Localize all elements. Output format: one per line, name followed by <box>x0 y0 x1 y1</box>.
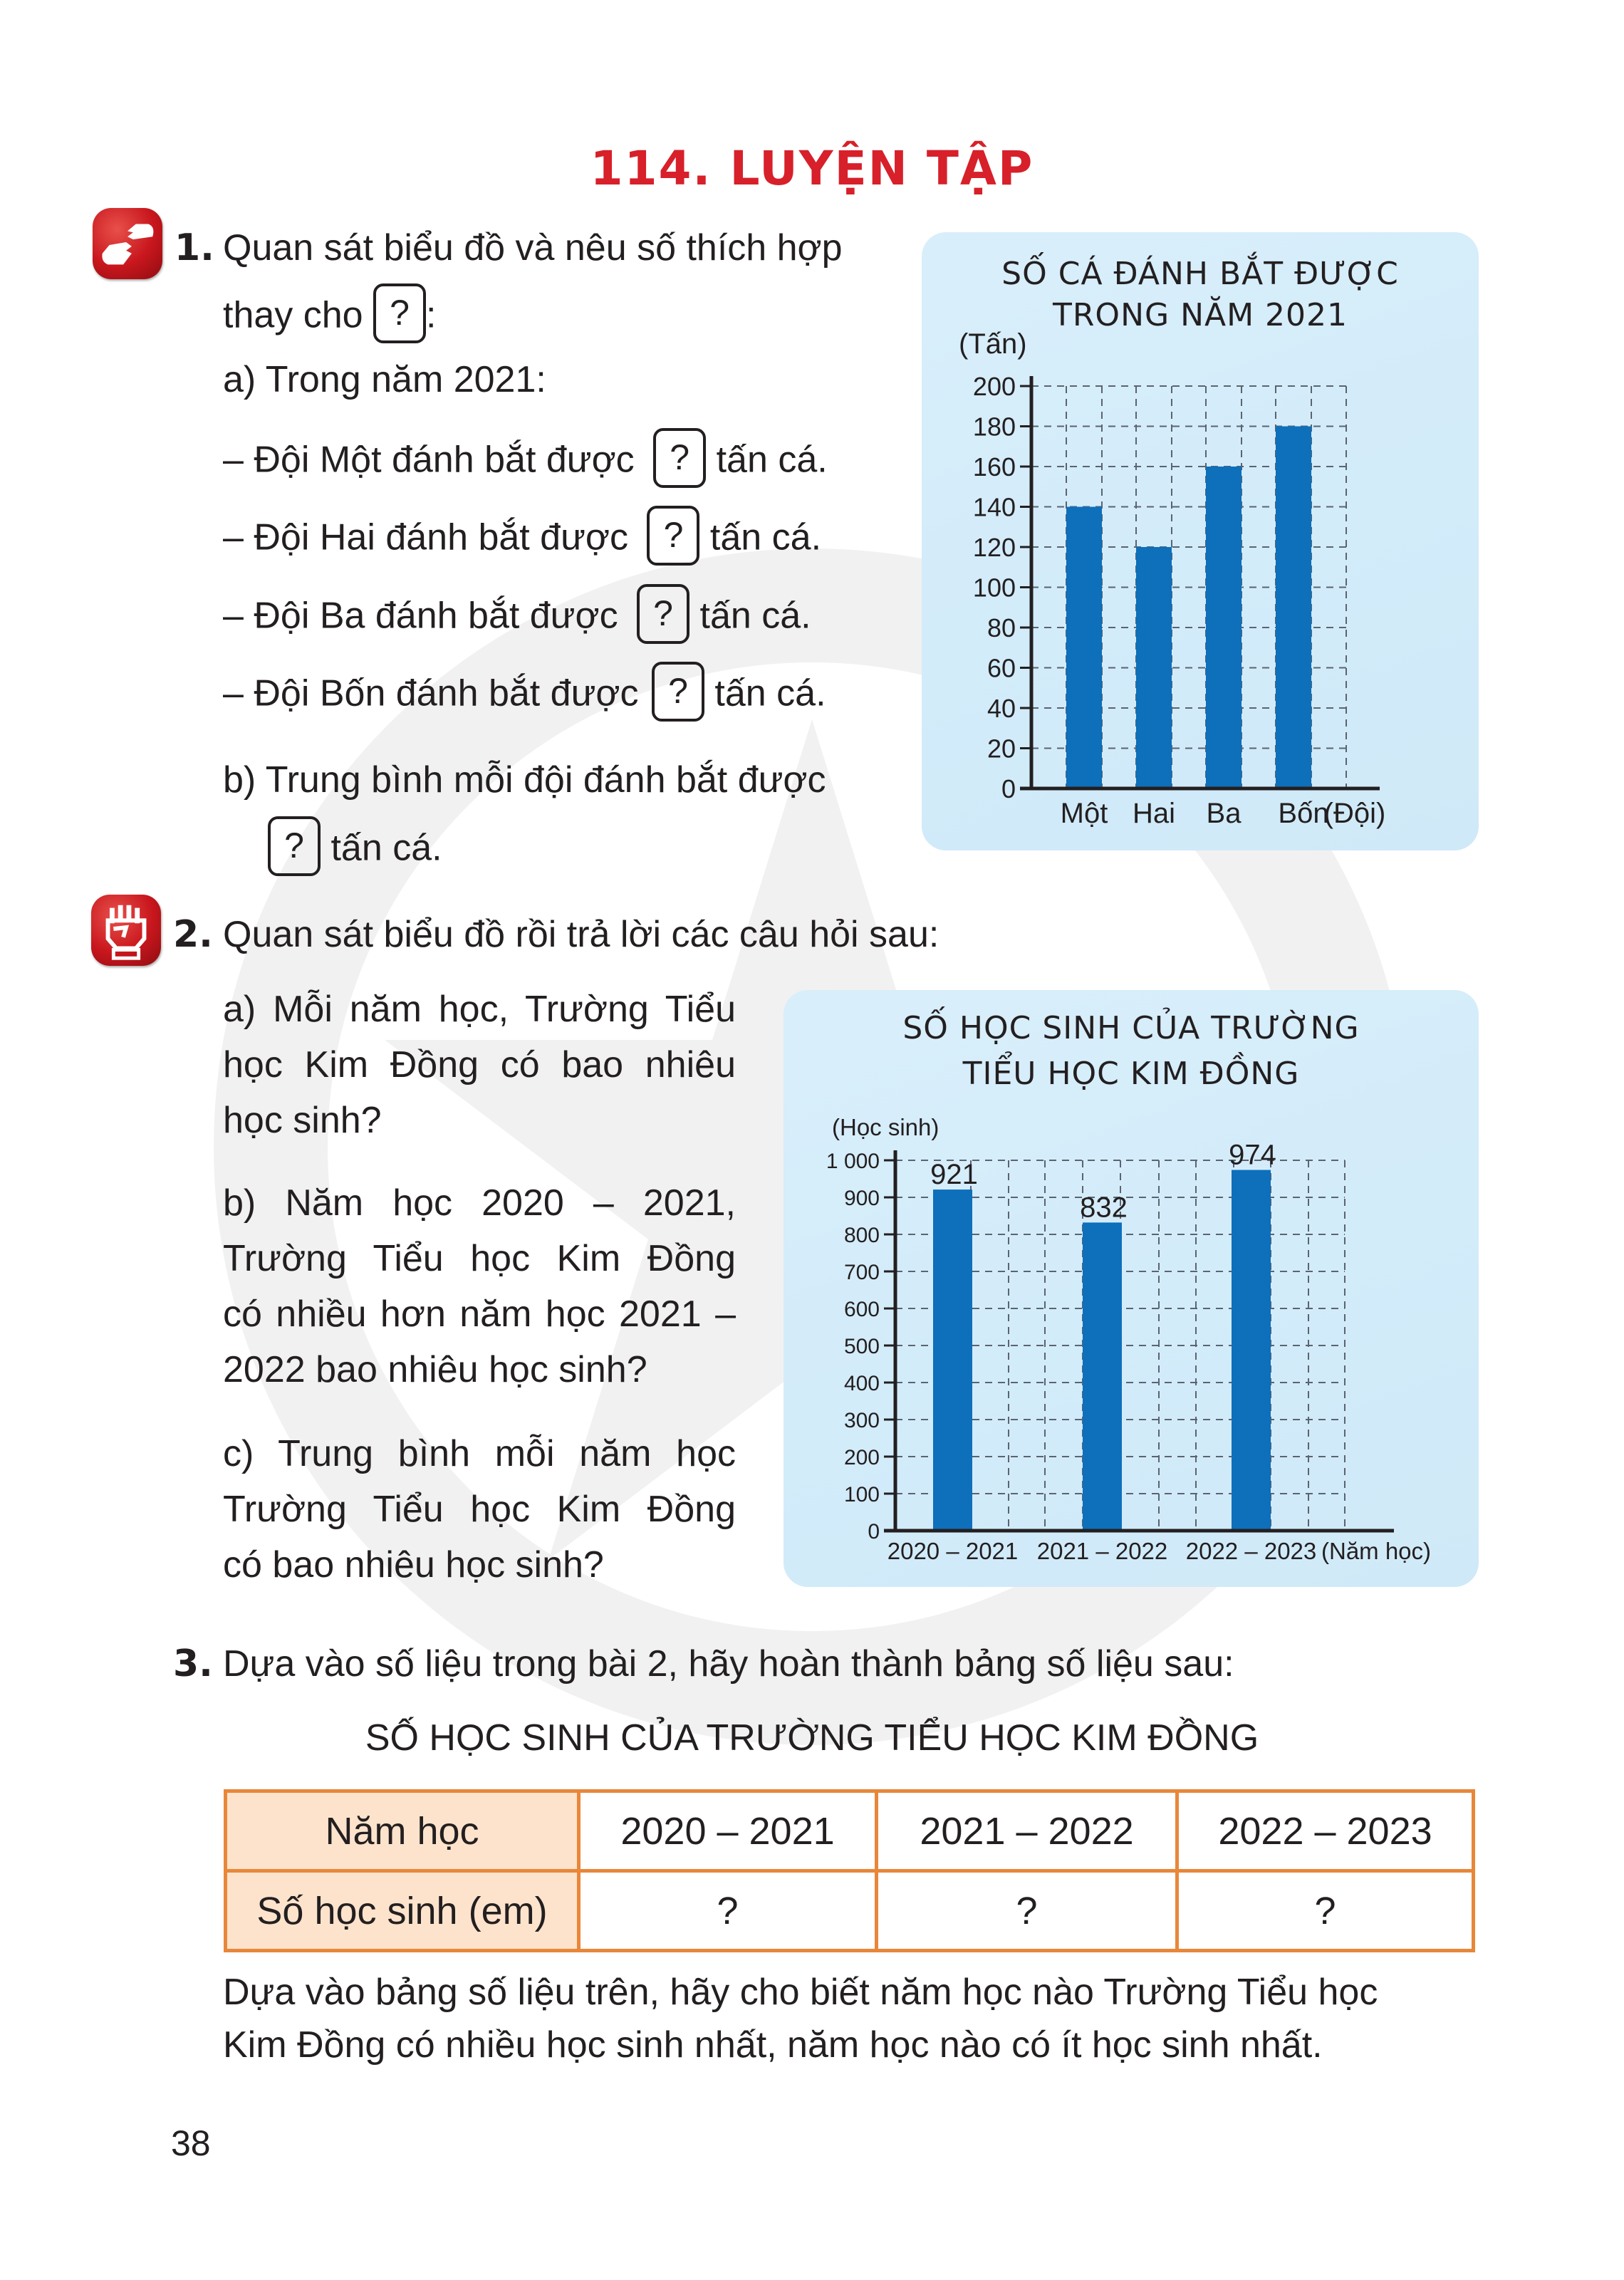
question-1-part-b-line2 <box>268 825 442 876</box>
column-header: 2020 – 2021 <box>579 1791 877 1871</box>
part-c-line: c) Trung bình mỗi năm học <box>223 1433 736 1474</box>
follow-up-question-line1: Dựa vào bảng số liệu trên, hãy cho biết năm học nào Trường Tiểu học <box>223 1972 1378 2013</box>
part-b-unit: tấn cá. <box>330 827 442 869</box>
prompt-text: thay cho <box>223 294 363 336</box>
page-title: 114. LUYỆN TẬP <box>590 141 1034 196</box>
y-tick-label: 180 <box>972 412 1016 442</box>
question-2-part-a <box>223 982 736 1148</box>
data-label: 974 <box>1229 1139 1276 1171</box>
part-c-line: Trường Tiểu học Kim Đồng <box>223 1489 736 1530</box>
x-tick-label: Hai <box>1132 798 1176 829</box>
bar-1 <box>1066 507 1102 789</box>
row-header-year: Năm học <box>226 1791 579 1871</box>
y-tick-label: 200 <box>972 371 1016 401</box>
team-item-2 <box>223 514 821 566</box>
table-cell-blank[interactable]: ? <box>1177 1871 1474 1951</box>
answer-blank[interactable]: ? <box>647 506 699 566</box>
bar-3 <box>1206 467 1242 788</box>
chart-2-svg <box>784 990 1479 1587</box>
team-text: – Đội Bốn đánh bắt được <box>223 672 639 714</box>
y-tick-label: 120 <box>972 532 1016 562</box>
team-unit: tấn cá. <box>709 516 822 558</box>
chart-2-title-line2: TIỂU HỌC KIM ĐỒNG <box>962 1056 1300 1092</box>
part-b-line: có nhiều hơn năm học 2021 – <box>223 1293 736 1335</box>
question-2-prompt: Quan sát biểu đồ rồi trả lời các câu hỏi sau: <box>223 914 939 955</box>
question-2-part-b <box>223 1175 736 1397</box>
x-tick-label: 2020 – 2021 <box>887 1538 1019 1564</box>
y-tick-label: 400 <box>843 1371 880 1395</box>
prompt-colon: : <box>426 294 437 336</box>
y-tick-label: 20 <box>987 734 1016 764</box>
y-tick-label: 600 <box>843 1297 880 1321</box>
question-1-prompt: Quan sát biểu đồ và nêu số thích hợp <box>223 227 843 269</box>
x-tick-label: 2022 – 2023 <box>1185 1538 1317 1564</box>
y-tick-label: 160 <box>972 452 1016 481</box>
question-2-number: 2. <box>173 913 213 956</box>
y-tick-label: 500 <box>843 1334 880 1358</box>
bar-2 <box>1083 1222 1122 1531</box>
x-tick-label: Ba <box>1206 798 1242 829</box>
team-text: – Đội Hai đánh bắt được <box>223 516 629 558</box>
x-axis-label: (Đội) <box>1323 798 1386 829</box>
x-tick-label: Bốn <box>1278 798 1329 829</box>
chart-1-title-line2: TRONG NĂM 2021 <box>1052 297 1348 333</box>
y-tick-label: 100 <box>843 1482 880 1506</box>
part-c-line: có bao nhiêu học sinh? <box>223 1544 604 1586</box>
handshake-icon <box>93 208 162 279</box>
question-1-part-a: a) Trong năm 2021: <box>223 359 546 400</box>
answer-blank[interactable]: ? <box>652 662 704 722</box>
x-tick-label: 2021 – 2022 <box>1036 1538 1168 1564</box>
question-1-number: 1. <box>175 227 214 269</box>
bar-4 <box>1276 427 1311 789</box>
y-tick-label: 800 <box>843 1223 880 1247</box>
answer-blank[interactable]: ? <box>373 283 426 343</box>
x-tick-label: Một <box>1060 798 1108 829</box>
team-unit: tấn cá. <box>699 595 811 637</box>
answer-blank[interactable]: ? <box>637 584 689 644</box>
chart-1-svg <box>922 232 1479 850</box>
y-tick-label: 300 <box>843 1408 880 1432</box>
y-axis-label: (Học sinh) <box>832 1114 939 1140</box>
team-item-4 <box>223 670 826 722</box>
part-a-line: học sinh? <box>223 1100 382 1141</box>
team-unit: tấn cá. <box>714 672 826 714</box>
part-b-line: Trường Tiểu học Kim Đồng <box>223 1238 736 1279</box>
x-axis-label: (Năm học) <box>1321 1538 1432 1564</box>
table-title: SỐ HỌC SINH CỦA TRƯỜNG TIỂU HỌC KIM ĐỒNG <box>365 1717 1259 1759</box>
y-tick-label: 60 <box>987 653 1016 683</box>
table-cell-blank[interactable]: ? <box>579 1871 877 1951</box>
y-axis-label: (Tấn) <box>959 328 1027 360</box>
bar-1 <box>933 1190 972 1531</box>
bar-3 <box>1232 1170 1271 1531</box>
y-tick-label: 0 <box>1001 774 1016 803</box>
y-tick-label: 200 <box>843 1445 880 1469</box>
y-tick-label: 1 000 <box>826 1149 880 1173</box>
part-b-line: 2022 bao nhiêu học sinh? <box>223 1349 647 1390</box>
question-3-number: 3. <box>173 1643 213 1685</box>
part-a-line: a) Mỗi năm học, Trường Tiểu <box>223 989 736 1030</box>
student-count-table <box>224 1789 1475 1952</box>
y-tick-label: 700 <box>843 1260 880 1284</box>
y-tick-label: 80 <box>987 613 1016 642</box>
data-label: 921 <box>930 1159 978 1191</box>
table-cell-blank[interactable]: ? <box>877 1871 1177 1951</box>
team-text: – Đội Một đánh bắt được <box>223 439 635 481</box>
y-tick-label: 140 <box>972 492 1016 522</box>
column-header: 2022 – 2023 <box>1177 1791 1474 1871</box>
part-a-line: học Kim Đồng có bao nhiêu <box>223 1044 736 1086</box>
team-item-1 <box>223 437 828 488</box>
y-tick-label: 900 <box>843 1186 880 1210</box>
row-header-count: Số học sinh (em) <box>226 1871 579 1951</box>
fist-icon <box>91 895 161 966</box>
y-tick-label: 0 <box>868 1519 880 1544</box>
table-row <box>226 1791 1474 1871</box>
table-row <box>226 1871 1474 1951</box>
data-label: 832 <box>1080 1192 1128 1224</box>
answer-blank[interactable]: ? <box>653 428 706 488</box>
chart-2-title-line1: SỐ HỌC SINH CỦA TRƯỜNG <box>902 1010 1360 1046</box>
y-tick-label: 40 <box>987 693 1016 723</box>
team-unit: tấn cá. <box>716 439 828 481</box>
team-text: – Đội Ba đánh bắt được <box>223 595 618 637</box>
part-b-line: b) Năm học 2020 – 2021, <box>223 1182 736 1224</box>
y-tick-label: 100 <box>972 573 1016 603</box>
chart-1-title-line1: SỐ CÁ ĐÁNH BẮT ĐƯỢC <box>1001 256 1399 292</box>
bar-2 <box>1136 547 1172 788</box>
column-header: 2021 – 2022 <box>877 1791 1177 1871</box>
follow-up-question-line2: Kim Đồng có nhiều học sinh nhất, năm học nào có ít học sinh nhất. <box>223 2024 1323 2066</box>
answer-blank[interactable]: ? <box>268 816 321 876</box>
question-2-part-c <box>223 1426 736 1593</box>
question-1-part-b: b) Trung bình mỗi đội đánh bắt được <box>223 759 826 801</box>
question-3-prompt: Dựa vào số liệu trong bài 2, hãy hoàn thành bảng số liệu sau: <box>223 1643 1234 1685</box>
question-1-prompt-line2 <box>223 292 436 343</box>
team-item-3 <box>223 593 811 644</box>
page-number: 38 <box>171 2123 211 2163</box>
